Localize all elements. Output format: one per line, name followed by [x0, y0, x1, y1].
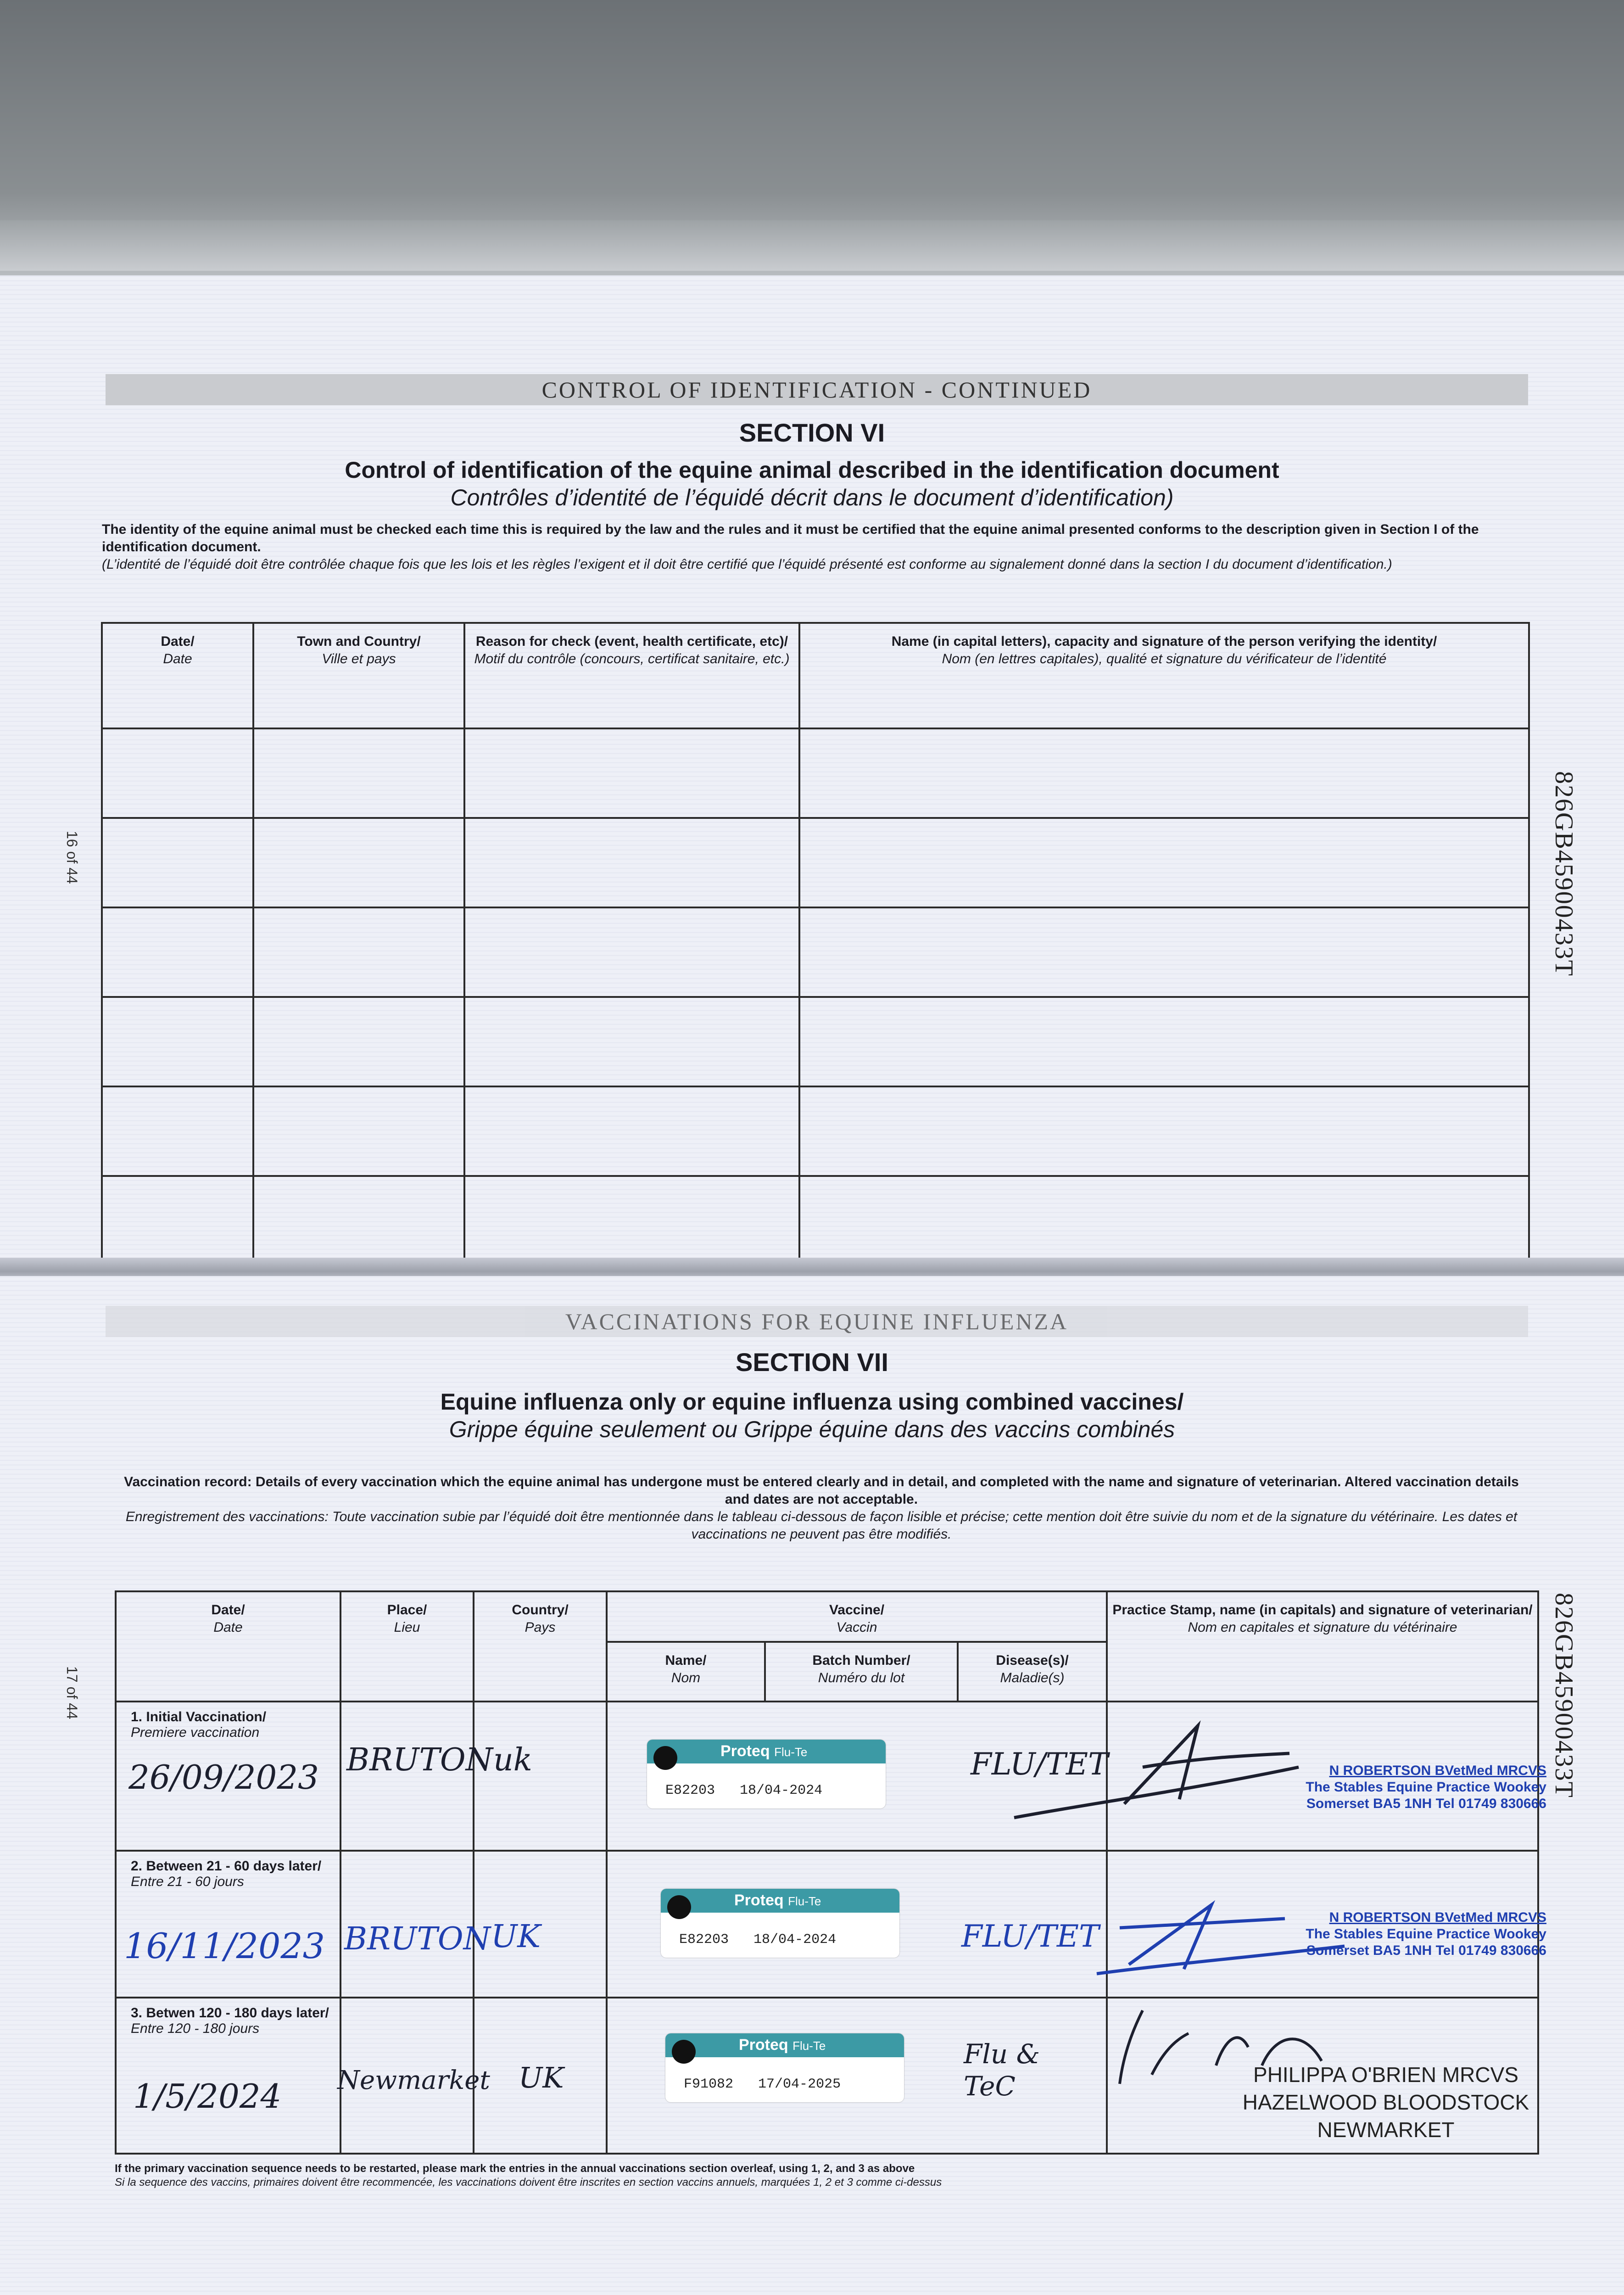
page17-section-title: SECTION VII [736, 1348, 888, 1377]
col-date: Date/ Date [116, 1591, 340, 1702]
col-diseases: Disease(s)/ Maladie(s) [958, 1642, 1107, 1702]
col-country: Country/ Pays [474, 1591, 607, 1702]
table-row [102, 1086, 1529, 1176]
row2-practice-stamp: N ROBERTSON BVetMed MRCVS The Stables Equine Practice Wookey Somerset BA5 1NH Tel 01749 830666 [1306, 1910, 1546, 1958]
col-place: Place/ Lieu [340, 1591, 474, 1702]
page16-subtitle-fr: Contrôles d’identité de l’équidé décrit dans le document d’identification) [450, 485, 1174, 510]
proteq-logo-icon [672, 2040, 696, 2064]
row2-date: 16/11/2023 [124, 1926, 325, 1966]
col-date: Date/ Date [102, 623, 253, 728]
page17-instructions-en: Vaccination record: Details of every vaccination which the equine animal has undergone must be entered clearly and in detail, and completed with the name and signature of veterinarian. Altered vaccination details and dates are not acceptable. [124, 1474, 1519, 1507]
row3-expiry: 17/04-2025 [758, 2077, 841, 2092]
row3-disease: Flu & TeC [964, 2038, 1040, 2102]
footer-fr: Si la sequence des vaccins, primaires doivent être recommencée, les vaccinations doivent être inscrites en section vaccins annuels, marquées 1, 2 et 3 comme ci-dessus [115, 2176, 942, 2189]
col-practice-stamp: Practice Stamp, name (in capitals) and signature of veterinarian/ Nom en capitales et signature du vétérinaire [1107, 1591, 1538, 1702]
page17-footer [115, 2162, 942, 2189]
footer-en: If the primary vaccination sequence needs to be restarted, please mark the entries in the annual vaccinations section overleaf, using 1, 2, and 3 as above [115, 2162, 915, 2175]
page16-passport-code: 826GB45900433T [1550, 771, 1578, 977]
vaccine-sticker-3: Proteq Flu-Te F91082 17/04-2025 [665, 2033, 904, 2102]
row2-lot: E82203 [679, 1932, 729, 1948]
row2-disease: FLU/TET [961, 1919, 1099, 1954]
table-row [102, 728, 1529, 818]
vaccine-sticker-1: Proteq Flu-Te E82203 18/04-2024 [647, 1740, 886, 1808]
page16-banner: CONTROL OF IDENTIFICATION - CONTINUED [106, 374, 1528, 405]
page16-section-title: SECTION VI [739, 418, 885, 447]
page17-number: 17 of 44 [64, 1666, 80, 1719]
table-row [102, 818, 1529, 907]
page16-subtitle-en: Control of identification of the equine animal described in the identification document [345, 457, 1279, 483]
row2-country: UK [491, 1919, 541, 1955]
row3-place: Newmarket [337, 2066, 490, 2095]
row3-lot: F91082 [684, 2077, 734, 2092]
row1-place: BRUTON [346, 1742, 493, 1778]
row3-date: 1/5/2024 [133, 2077, 282, 2116]
row3-country: UK [519, 2061, 564, 2094]
row2-place: BRUTON [344, 1921, 491, 1957]
row1-date: 26/09/2023 [128, 1758, 319, 1797]
page16-instructions [102, 521, 1534, 573]
table-row [102, 907, 1529, 997]
col-vaccine: Vaccine/ Vaccin [607, 1591, 1107, 1642]
proteq-logo-icon [653, 1746, 677, 1770]
col-reason: Reason for check (event, health certificate, etc)/ Motif du contrôle (concours, certificat sanitaire, etc.) [464, 623, 799, 728]
col-vaccine-name: Name/ Nom [607, 1642, 765, 1702]
row1-expiry: 18/04-2024 [740, 1783, 823, 1798]
row1-practice-stamp: N ROBERTSON BVetMed MRCVS The Stables Equine Practice Wookey Somerset BA5 1NH Tel 01749 830666 [1306, 1763, 1546, 1811]
table-row [102, 1176, 1529, 1265]
row-label: 2. Between 21 - 60 days later/ Entre 21 - 60 jours [131, 1858, 322, 1889]
table-row [102, 997, 1529, 1086]
page17-instructions-fr: Enregistrement des vaccinations: Toute vaccination subie par l’équidé doit être mentionnée dans le tableau ci-dessous de façon lisible et précise; cette mention doit être suivie du nom et de la signature du vétérinaire. Les dates et vaccinations ne peuvent pas être modifiés. [125, 1509, 1518, 1542]
page17-banner: VACCINATIONS FOR EQUINE INFLUENZA [106, 1306, 1528, 1337]
row2-expiry: 18/04-2024 [753, 1932, 837, 1948]
page16-number: 16 of 44 [64, 831, 80, 884]
col-town-country: Town and Country/ Ville et pays [253, 623, 464, 728]
row3-practice-stamp: PHILIPPA O'BRIEN MRCVS HAZELWOOD BLOODSTOCK NEWMARKET [1242, 2063, 1529, 2142]
page17-subtitle-en: Equine influenza only or equine influenza using combined vaccines/ [440, 1389, 1184, 1415]
row1-lot: E82203 [665, 1783, 715, 1798]
row1-country: uk [493, 1742, 532, 1778]
row1-disease: FLU/TET [971, 1746, 1109, 1782]
col-verifier: Name (in capital letters), capacity and signature of the person verifying the identity/ Nom (en lettres capitales), qualité et signature du vérificateur de l’identité [799, 623, 1529, 728]
page17-passport-code: 826GB45900433T [1550, 1593, 1578, 1798]
page17-instructions [110, 1473, 1533, 1543]
page16-instructions-fr: (L’identité de l’équidé doit être contrôlée chaque fois que les lois et les règles l’exigent et il doit être certifié que l’équidé présenté est conforme au signalement donné dans la section I du document d’identification.) [102, 557, 1392, 572]
identity-check-table [101, 622, 1530, 1266]
vaccine-sticker-2: Proteq Flu-Te E82203 18/04-2024 [661, 1889, 899, 1958]
page16-instructions-en: The identity of the equine animal must be checked each time this is required by the law and the rules and it must be certified that the equine animal presented conforms to the description given in Section I of the identification document. [102, 522, 1479, 554]
proteq-logo-icon [667, 1895, 691, 1919]
row-label: 3. Betwen 120 - 180 days later/ Entre 120 - 180 jours [131, 2005, 329, 2036]
background-top [0, 0, 1624, 275]
row-label: 1. Initial Vaccination/ Premiere vaccination [131, 1709, 267, 1740]
page17-subtitle-fr: Grippe équine seulement ou Grippe équine dans des vaccins combinés [449, 1416, 1175, 1442]
col-batch-number: Batch Number/ Numéro du lot [765, 1642, 958, 1702]
